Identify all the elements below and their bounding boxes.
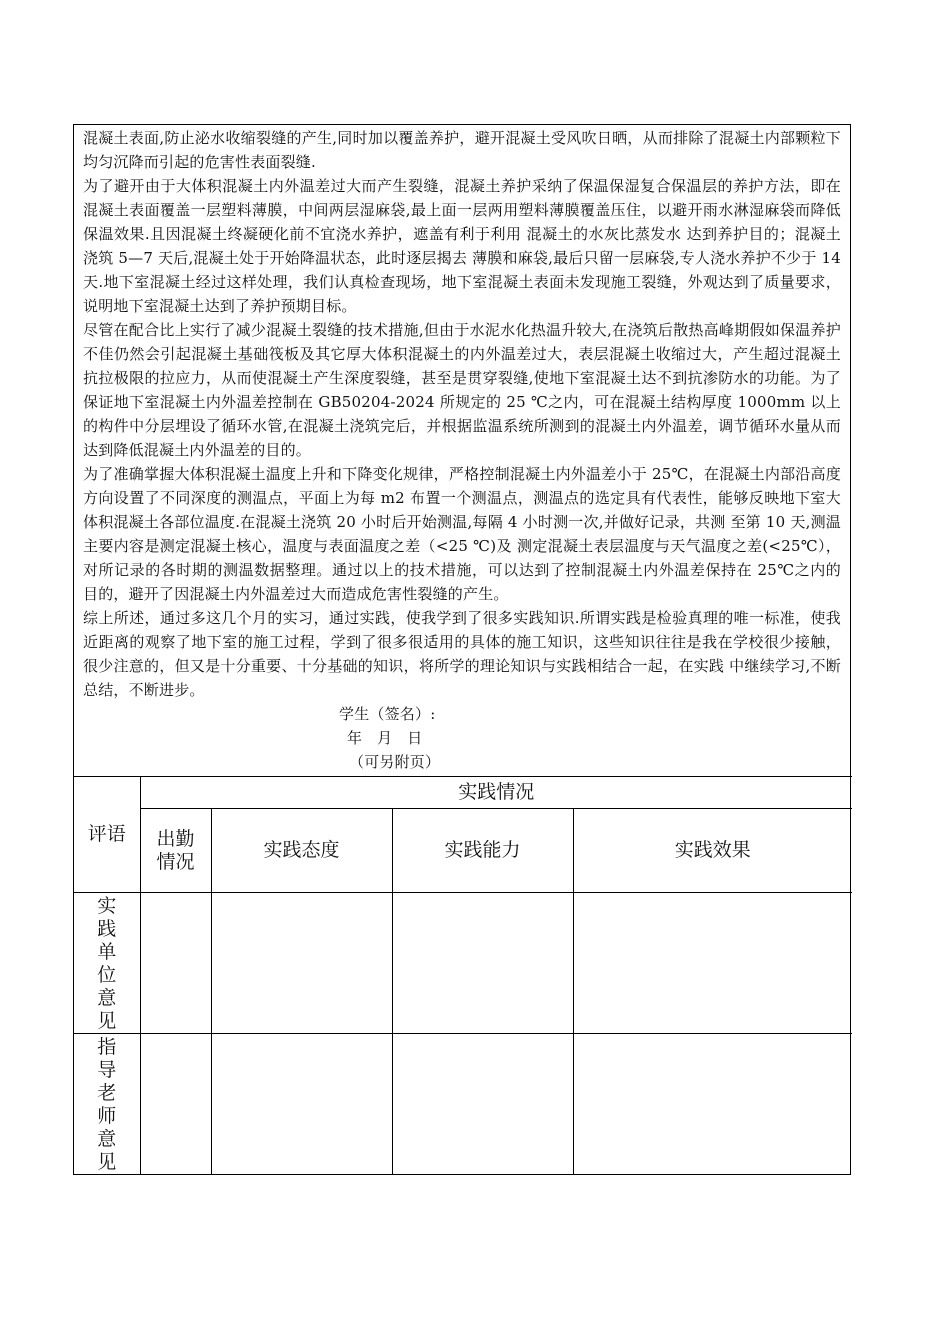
ability-header: 实践能力: [392, 809, 573, 893]
practice-header: 实践情况: [140, 777, 852, 809]
table-row: [74, 1034, 852, 1175]
evaluation-table: [74, 776, 852, 1174]
paragraph-5: 综上所述，通过多这几个月的实习，通过实践，使我学到了很多实践知识.所谓实践是检验真理的唯一标准，使我近距离的观察了地下室的施工过程，学到了很多很适用的具体的施工知识，这些知识往往是我在学校很少接触，很少注意的，但又是十分重要、十分基础的知识，将所学的理论知识与实践相结合一起，在实践 中继续学习,不断总结，不断进步。: [83, 609, 841, 699]
unit-attendance-cell[interactable]: [140, 893, 211, 1034]
report-form: [73, 124, 851, 1175]
paragraph-3: 尽管在配合比上实行了减少混凝土裂缝的技术措施,但由于水泥水化热温升较大,在浇筑后散热高峰期假如保温养护不佳仍然会引起混凝土基础筏板及其它厚大体积混凝土的内外温差过大，表层混凝土收缩过大，产生超过混凝土抗拉极限的拉应力，从而使混凝土产生深度裂缝，甚至是贯穿裂缝,使地下室混凝土达不到抗渗防水的功能。为了保证地下室混凝土内外温差控制在 GB50204-2024 所规定的 25 ℃之内，可在混凝土结构厚度 1000mm 以上的构件中分层埋设了循环水管,在混凝土浇筑完后，并根据监温系统所测到的混凝土内外温差，调节循环水量从而达到降低混凝土内外温差的目的。: [83, 321, 841, 459]
paragraph-2: 为了避开由于大体积混凝土内外温差过大而产生裂缝，混凝土养护采纳了保温保湿复合保温层的养护方法，即在混凝土表面覆盖一层塑料薄膜，中间两层湿麻袋,最上面一层两用塑料薄膜覆盖压住，以避开雨水淋湿麻袋而降低保温效果.且因混凝土终凝硬化前不宜浇水养护，遮盖有利于利用 混凝土的水灰比蒸发水 达到养护目的；混凝土浇筑 5—7 天后,混凝土处于开始降温状态，此时逐层揭去 薄膜和麻袋,最后只留一层麻袋,专人浇水养护不少于 14 天.地下室混凝土经过这样处理，我们认真检查现场，地下室混凝土表面未发现施工裂缝，外观达到了质量要求，说明地下室混凝土达到了养护预期目标。: [83, 177, 841, 315]
teacher-attitude-cell[interactable]: [211, 1034, 392, 1175]
teacher-effect-cell[interactable]: [573, 1034, 852, 1175]
report-body: [74, 125, 850, 776]
unit-opinion-label: 实践单位意见: [74, 893, 140, 1034]
attendance-header: 出勤情况: [140, 809, 211, 893]
teacher-ability-cell[interactable]: [392, 1034, 573, 1175]
unit-attitude-cell[interactable]: [211, 893, 392, 1034]
attach-note: （可另附页）: [349, 753, 441, 771]
table-row: [74, 893, 852, 1034]
teacher-opinion-label: 指导老师意见: [74, 1034, 140, 1175]
signature-date: 年 月 日: [347, 729, 423, 747]
paragraph-1: 混凝土表面,防止泌水收缩裂缝的产生,同时加以覆盖养护，避开混凝土受风吹日晒，从而排除了混凝土内部颗粒下均匀沉降而引起的危害性表面裂缝.: [83, 129, 841, 171]
unit-ability-cell[interactable]: [392, 893, 573, 1034]
unit-effect-cell[interactable]: [573, 893, 852, 1034]
student-signature: 学生（签名）:: [339, 705, 436, 723]
teacher-attendance-cell[interactable]: [140, 1034, 211, 1175]
attitude-header: 实践态度: [211, 809, 392, 893]
paragraph-4: 为了准确掌握大体积混凝土温度上升和下降变化规律，严格控制混凝土内外温差小于 25℃，在混凝土内部沿高度方向设置了不同深度的测温点，平面上为每 m2 布置一个测温点，测温点的选定具有代表性，能够反映地下室大体积混凝土各部位温度.在混凝土浇筑 20 小时后开始测温,每隔 4 小时测一次,并做好记录，共测 至第 10 天,测温主要内容是测定混凝土核心，温度与表面温度之差（<25 ℃)及 测定混凝土表层温度与天气温度之差(<25℃），对所记录的各时期的测温数据整理。通过以上的技术措施，可以达到了控制混凝土内外温差保持在 25℃之内的 目的，避开了因混凝土内外温差过大而造成危害性裂缝的产生。: [83, 465, 841, 603]
comment-label: 评语: [74, 777, 140, 893]
effect-header: 实践效果: [573, 809, 852, 893]
